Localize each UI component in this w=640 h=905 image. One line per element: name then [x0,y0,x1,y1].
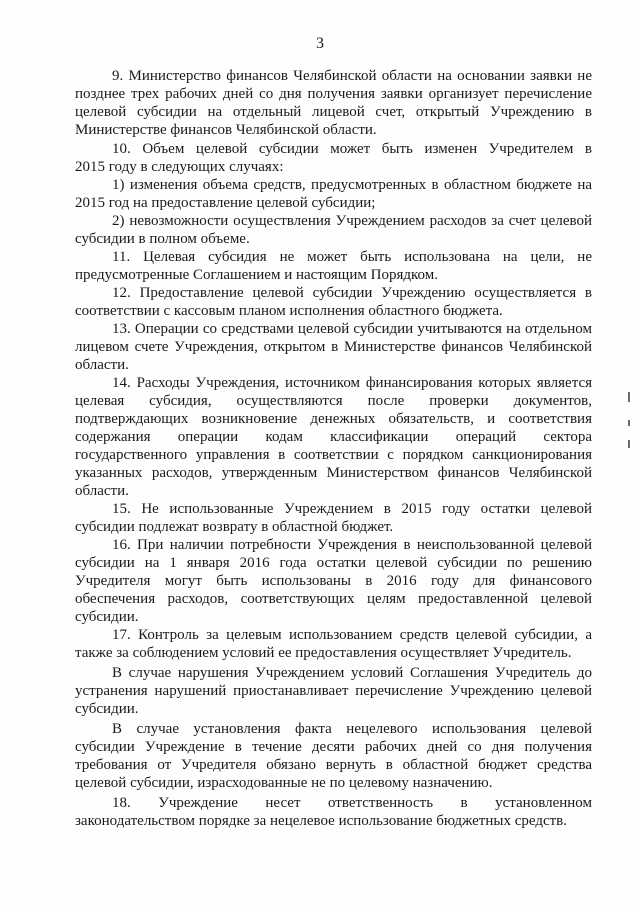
paragraph-15-line-2: субсидии подлежат возврату в областной бюджет. [75,519,394,535]
paragraph-11-line-2: предусмотренные Соглашением и настоящим Порядком. [75,267,438,283]
paragraph-10-1-line-1: 1) изменения объема средств, предусмотренных в областном бюджете на [112,177,592,193]
paragraph-17a-line-2: устранения нарушений приостанавливает перечисление Учреждению целевой [75,683,592,699]
paragraph-10-2-line-1: 2) невозможности осуществления Учреждением расходов за счет целевой [112,213,592,229]
paragraph-18-line-1: 18. Учреждение несет ответственность в установленном [112,795,592,811]
paragraph-17-line-2: также за соблюдением условий ее предоставления осуществляет Учредитель. [75,645,572,661]
paragraph-12-line-2: соответствии с кассовым планом исполнения областного бюджета. [75,303,503,319]
paragraph-17b-line-4: целевой субсидии, израсходованные не по целевому назначению. [75,775,493,791]
paragraph-16-line-4: обеспечения расходов, соответствующих целям предоставленной целевой [75,591,592,607]
page-number: 3 [316,35,324,52]
paragraph-15-line-1: 15. Не использованные Учреждением в 2015 году остатки целевой [112,501,592,517]
paragraph-14-line-5: государственного управления в соответствии с порядком санкционирования [75,447,592,463]
paragraph-16-line-2: субсидии на 1 января 2016 года остатки целевой субсидии по решению [75,555,592,571]
paragraph-17a-line-1: В случае нарушения Учреждением условий Соглашения Учредитель до [112,665,592,681]
paragraph-9-line-1: 9. Министерство финансов Челябинской области на основании заявки не [112,68,592,84]
paragraph-10-2-line-2: субсидии в полном объеме. [75,231,250,247]
paragraph-16-line-1: 16. При наличии потребности Учреждения в неиспользованной целевой [112,537,592,553]
paragraph-9-line-2: позднее трех рабочих дней со дня получения заявки организует перечисление [75,86,592,102]
paragraph-12-line-1: 12. Предоставление целевой субсидии Учреждению осуществляется в [112,285,592,301]
paragraph-14-line-1: 14. Расходы Учреждения, источником финансирования которых является [112,375,592,391]
paragraph-14-line-4: содержания операции кодам классификации операций сектора [75,429,592,445]
paragraph-14-line-3: подтверждающих возникновение денежных обязательств, и соответствия [75,411,592,427]
paragraph-11-line-1: 11. Целевая субсидия не может быть использована на цели, не [112,249,592,265]
paragraph-10-line-2: 2015 году в следующих случаях: [75,159,284,175]
paragraph-10-1-line-2: 2015 год на предоставление целевой субсидии; [75,195,376,211]
paragraph-16-line-3: Учредителя могут быть использованы в 2016 году для финансового [75,573,592,589]
paragraph-17a-line-3: субсидии. [75,701,139,717]
paragraph-13-line-2: лицевом счете Учреждения, открытом в Министерстве финансов Челябинской [75,339,592,355]
paragraph-17b-line-1: В случае установления факта нецелевого использования целевой [112,721,592,737]
paragraph-13-line-3: области. [75,357,129,373]
paragraph-16-line-5: субсидии. [75,609,139,625]
paragraph-10-line-1: 10. Объем целевой субсидии может быть изменен Учредителем в [112,141,592,157]
paragraph-13-line-1: 13. Операции со средствами целевой субсидии учитываются на отдельном [112,321,592,337]
scan-edge-mark [628,420,630,426]
paragraph-14-line-2: целевая субсидия, осуществляются после проверки документов, [75,393,592,409]
paragraph-9-line-4: Министерстве финансов Челябинской области. [75,122,377,138]
paragraph-17b-line-3: требования от Учредителя обязано вернуть в областной бюджет средства [75,757,592,773]
paragraph-14-line-6: указанных расходов, утвержденным Министерством финансов Челябинской [75,465,592,481]
scan-edge-mark [628,392,630,402]
paragraph-17b-line-2: субсидии Учреждение в течение десяти рабочих дней со дня получения [75,739,592,755]
paragraph-14-line-7: области. [75,483,129,499]
paragraph-17-line-1: 17. Контроль за целевым использованием средств целевой субсидии, а [112,627,592,643]
paragraph-9-line-3: целевой субсидии на отдельный лицевой счет, открытый Учреждению в [75,104,592,120]
scan-edge-mark [628,440,630,448]
paragraph-18-line-2: законодательством порядке за нецелевое использование бюджетных средств. [75,813,568,829]
